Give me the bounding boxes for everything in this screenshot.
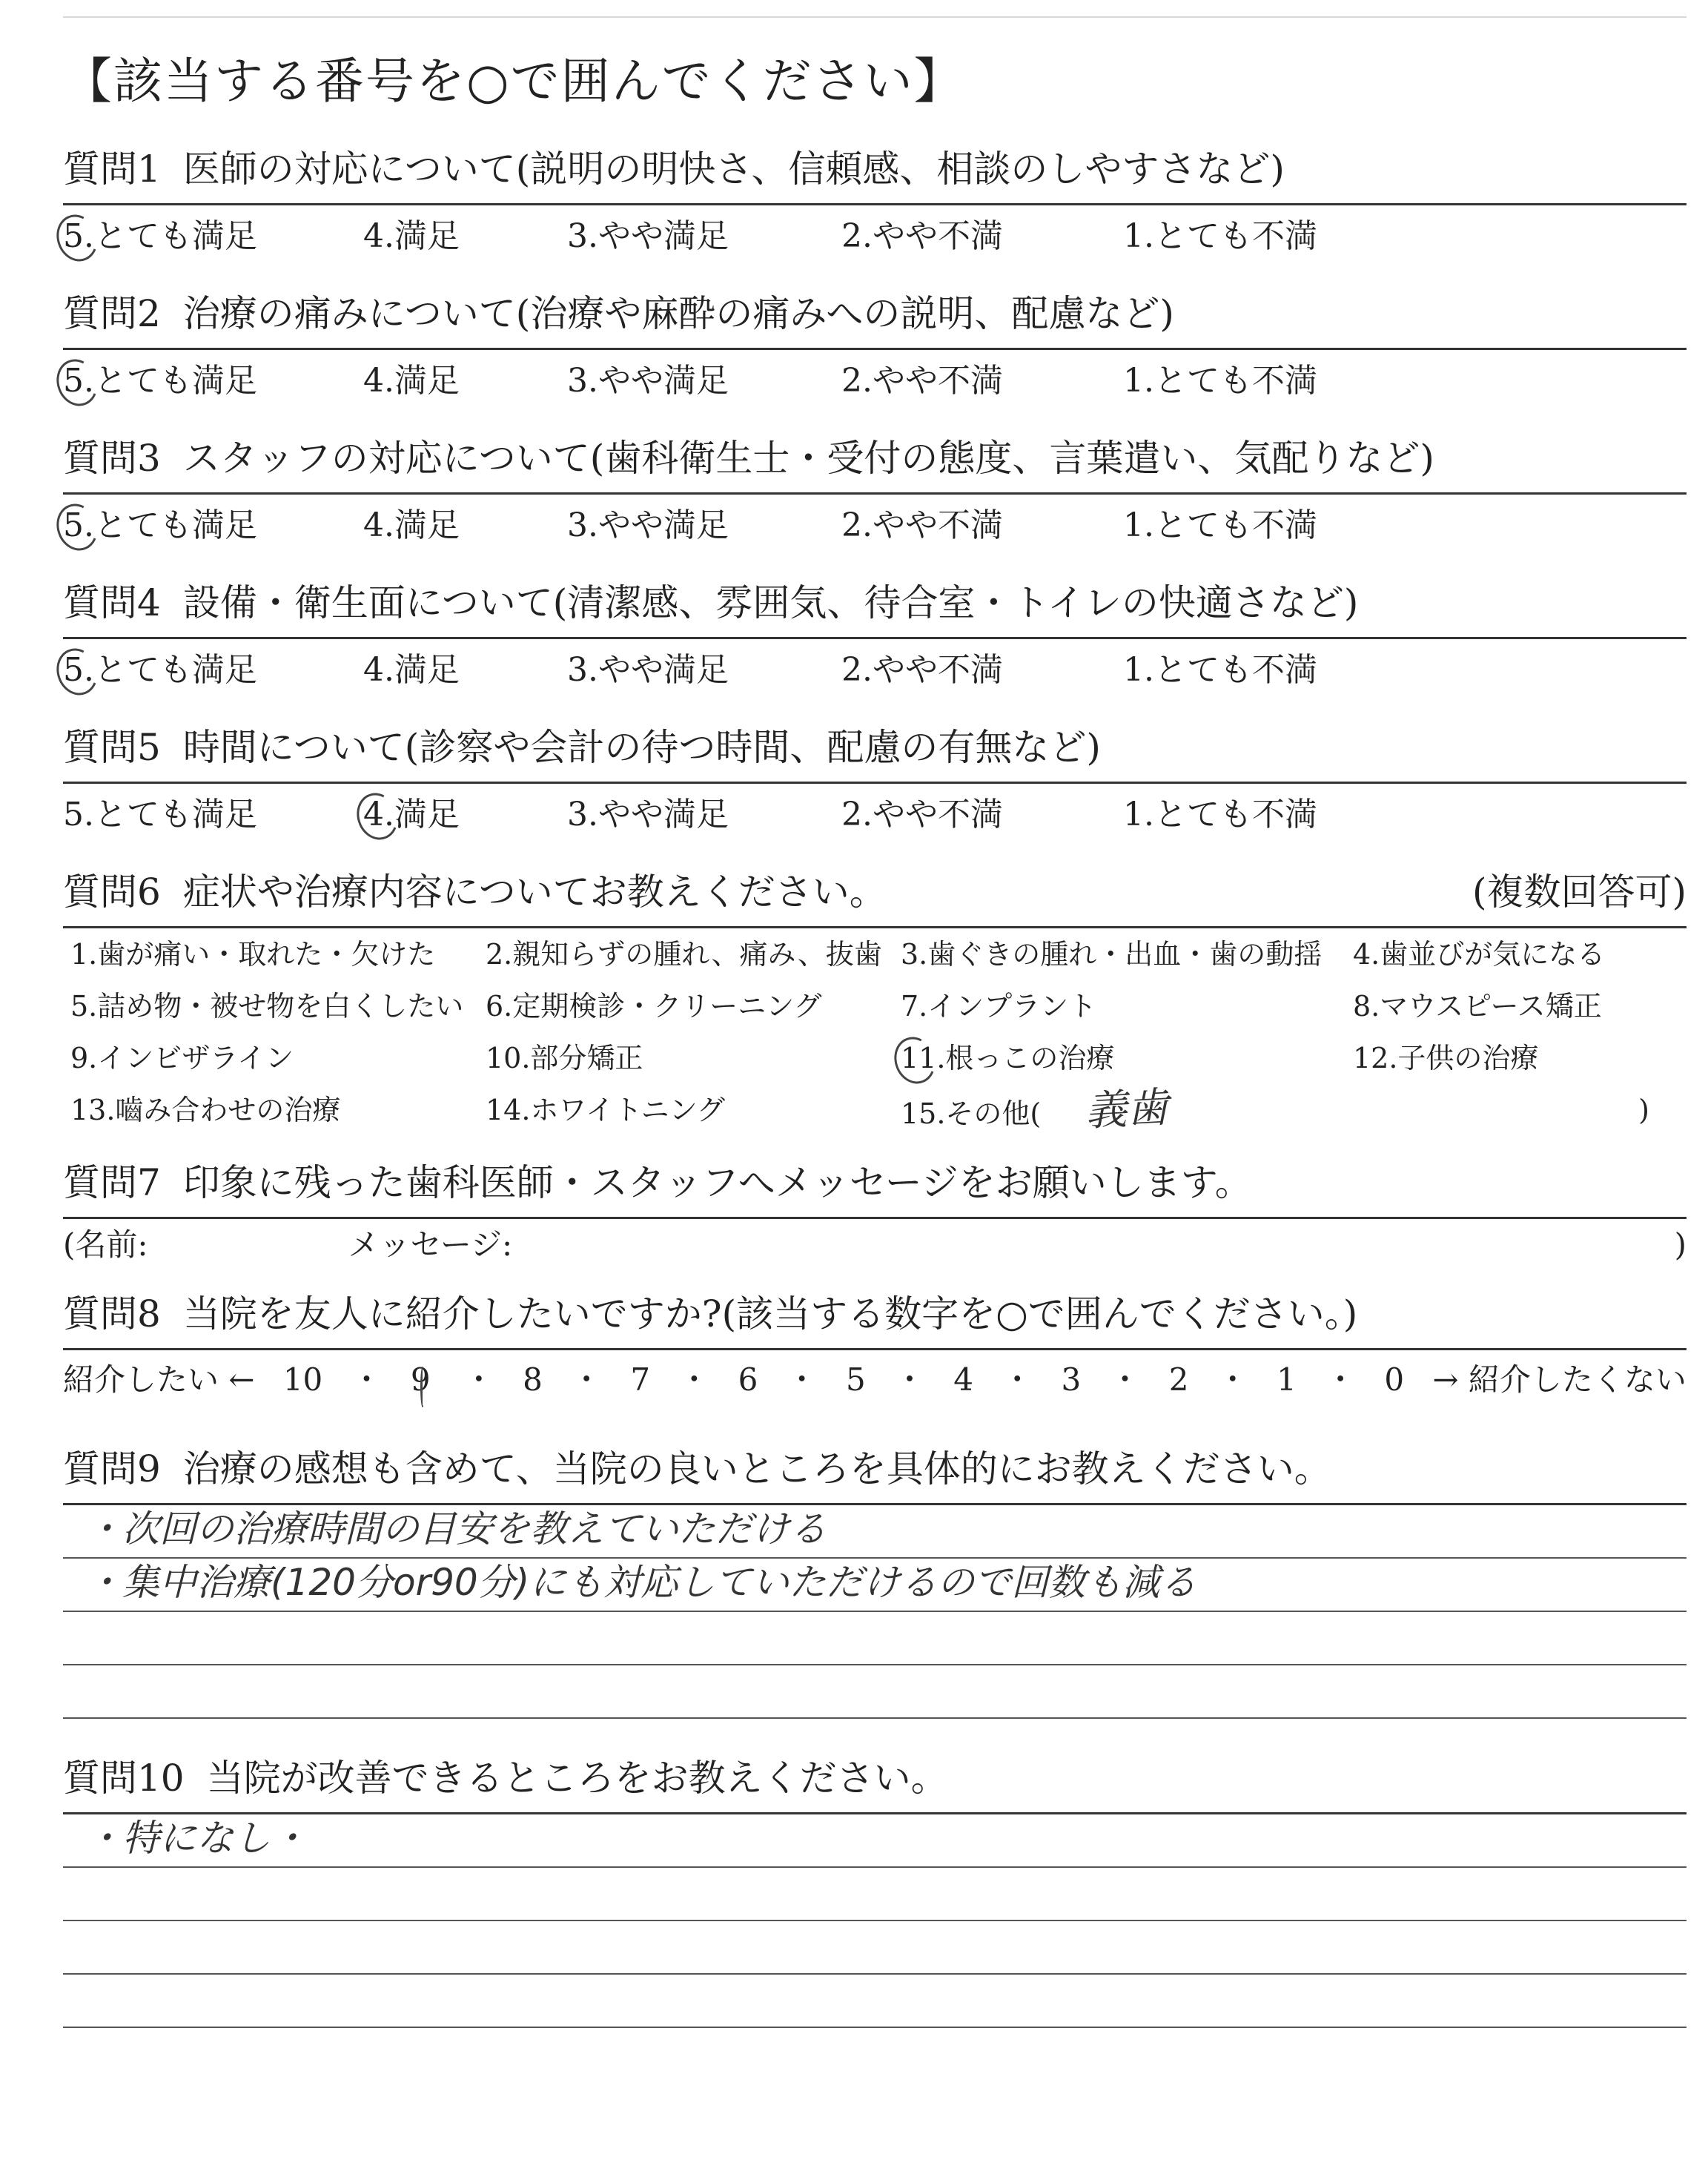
scale-dot: ・ xyxy=(1109,1361,1141,1398)
scale-value[interactable] xyxy=(1384,1350,1404,1410)
scale-value-label: 4 xyxy=(953,1361,973,1398)
scale-value[interactable] xyxy=(846,1350,866,1410)
scale-dot: ・ xyxy=(1325,1361,1357,1398)
symptom-option[interactable] xyxy=(1353,928,1649,980)
scale-right-label: → 紹介したくない xyxy=(1432,1361,1687,1398)
rating-option[interactable] xyxy=(1123,495,1390,560)
message-label: メッセージ: xyxy=(348,1226,513,1263)
close-paren: ) xyxy=(1638,1094,1649,1126)
scale-dot: ・ xyxy=(463,1361,494,1398)
question-title: 当院が改善できるところをお教えください。 xyxy=(206,1757,948,1800)
symptom-option-label: 7.インプラント xyxy=(901,990,1097,1023)
scale-value[interactable] xyxy=(953,1350,973,1410)
rating-option-label: 2.やや不満 xyxy=(841,651,1003,689)
rating-options xyxy=(63,784,1687,849)
rating-option-label: 5.とても満足 xyxy=(63,362,257,400)
scale-value[interactable] xyxy=(523,1350,543,1410)
rating-option-label: 2.やや不満 xyxy=(841,217,1003,255)
form-header: 【該当する番号を○で囲んでください】 xyxy=(63,53,964,110)
question-header xyxy=(63,284,1687,350)
symptom-option[interactable] xyxy=(70,1032,486,1084)
rating-option-label: 1.とても不満 xyxy=(1123,651,1317,689)
rating-option-label: 1.とても不満 xyxy=(1123,796,1317,833)
question-title: スタッフの対応について(歯科衛生士・受付の態度、言葉遣い、気配りなど) xyxy=(182,437,1434,480)
scale-value-label: 3 xyxy=(1061,1361,1082,1398)
question-number: 質問7 xyxy=(63,1161,161,1204)
symptom-option-label: 4.歯並びが気になる xyxy=(1353,938,1606,971)
answer-lines xyxy=(63,1505,1687,1719)
scale-value[interactable] xyxy=(283,1350,322,1410)
question-title: 医師の対応について(説明の明快さ、信頼感、相談のしやすさなど) xyxy=(182,148,1285,191)
scale-dot: ・ xyxy=(893,1361,925,1398)
question-5 xyxy=(63,718,1687,849)
question-title: 時間について(診察や会計の待つ時間、配慮の有無など) xyxy=(182,726,1101,769)
symptom-option[interactable] xyxy=(486,928,901,980)
question-title: 治療の感想も含めて、当院の良いところを具体的にお教えください。 xyxy=(182,1447,1331,1490)
rating-options xyxy=(63,350,1687,415)
rating-option-label: 4.満足 xyxy=(363,362,460,400)
scale-dot: ・ xyxy=(786,1361,818,1398)
rating-option[interactable] xyxy=(63,205,363,271)
rating-options xyxy=(63,639,1687,704)
rating-option[interactable] xyxy=(363,350,567,415)
rating-option[interactable] xyxy=(567,784,841,849)
answer-line[interactable] xyxy=(63,1665,1687,1719)
question-3 xyxy=(63,429,1687,560)
symptom-option xyxy=(1353,1084,1649,1140)
rating-option-label: 4.満足 xyxy=(363,506,460,544)
rating-option[interactable] xyxy=(63,495,363,560)
rating-option[interactable] xyxy=(841,784,1123,849)
scale-dot: ・ xyxy=(351,1361,383,1398)
scale-dot: ・ xyxy=(571,1361,603,1398)
scale-value-label: 7 xyxy=(630,1361,651,1398)
question-header xyxy=(63,429,1687,495)
rating-option[interactable] xyxy=(841,639,1123,704)
other-answer: 義歯 xyxy=(1084,1083,1170,1136)
question-number: 質問3 xyxy=(63,437,161,480)
rating-option[interactable] xyxy=(567,350,841,415)
symptom-option-label: 14.ホワイトニング xyxy=(486,1094,726,1126)
question-title: 当院を友人に紹介したいですか?(該当する数字を○で囲んでください。) xyxy=(182,1292,1358,1335)
scale-value-label: 0 xyxy=(1384,1361,1405,1398)
scale-value-label: 5 xyxy=(845,1361,866,1398)
answer-line[interactable] xyxy=(63,1868,1687,1921)
rating-option[interactable] xyxy=(1123,639,1390,704)
scale-value-label: 9 xyxy=(410,1361,431,1398)
question-9-header xyxy=(63,1439,1687,1505)
scale-value-label: 6 xyxy=(738,1361,758,1398)
symptom-option-label: 12.子供の治療 xyxy=(1353,1042,1539,1074)
question-title: 治療の痛みについて(治療や麻酔の痛みへの説明、配慮など) xyxy=(182,292,1174,335)
recommend-scale xyxy=(63,1350,1687,1410)
question-6 xyxy=(63,862,1687,1140)
scale-left-label: 紹介したい ← xyxy=(63,1361,255,1398)
question-8-header xyxy=(63,1284,1687,1350)
rating-option-label: 3.やや満足 xyxy=(567,796,729,833)
question-4 xyxy=(63,573,1687,704)
symptom-option[interactable] xyxy=(1353,1032,1649,1084)
scale-value-label: 2 xyxy=(1168,1361,1189,1398)
question-number: 質問5 xyxy=(63,726,161,769)
rating-option[interactable] xyxy=(1123,205,1390,271)
symptom-option[interactable] xyxy=(486,1084,901,1140)
symptom-option[interactable] xyxy=(901,980,1353,1032)
handwritten-answer: ・集中治療(120分or90分)にも対応していただけるので回数も減る xyxy=(85,1561,1197,1604)
question-number: 質問2 xyxy=(63,292,161,335)
rating-questions xyxy=(63,139,1687,849)
rating-option[interactable] xyxy=(363,495,567,560)
rating-option-label: 5.とても満足 xyxy=(63,651,257,689)
question-9 xyxy=(63,1439,1687,1719)
scale-value-label: 10 xyxy=(282,1361,323,1398)
symptom-option-label: 5.詰め物・被せ物を白くしたい xyxy=(70,990,464,1023)
answer-line[interactable] xyxy=(63,1814,1687,1868)
question-number: 質問10 xyxy=(63,1757,185,1800)
symptom-option-label: 6.定期検診・クリーニング xyxy=(486,990,822,1023)
multiple-answer-note: (複数回答可) xyxy=(1472,871,1687,914)
rating-option-label: 3.やや満足 xyxy=(567,362,729,400)
rating-option-label: 2.やや不満 xyxy=(841,506,1003,544)
symptom-option[interactable] xyxy=(486,980,901,1032)
question-number: 質問6 xyxy=(63,871,161,914)
question-number: 質問8 xyxy=(63,1292,161,1335)
scale-value-label: 8 xyxy=(523,1361,543,1398)
rating-option-label: 3.やや満足 xyxy=(567,651,729,689)
rating-option-label: 3.やや満足 xyxy=(567,217,729,255)
symptom-option[interactable] xyxy=(1353,980,1649,1032)
rating-option-label: 5.とても満足 xyxy=(63,217,257,255)
question-6-header xyxy=(63,862,1687,928)
answer-line[interactable] xyxy=(63,1921,1687,1975)
question-number: 質問4 xyxy=(63,581,161,624)
question-header xyxy=(63,573,1687,639)
scale-dot: ・ xyxy=(1217,1361,1248,1398)
close-paren: ) xyxy=(1674,1226,1687,1263)
symptom-option-label: 15.その他( xyxy=(901,1097,1042,1130)
question-header xyxy=(63,718,1687,784)
scale-value-label: 1 xyxy=(1277,1361,1297,1398)
scale-value[interactable] xyxy=(630,1350,650,1410)
question-header xyxy=(63,139,1687,205)
message-line xyxy=(63,1219,1687,1271)
rating-option[interactable] xyxy=(1123,784,1390,849)
symptom-option-label: 8.マウスピース矯正 xyxy=(1353,990,1602,1023)
scale-value[interactable] xyxy=(411,1350,435,1410)
rating-option[interactable] xyxy=(363,784,567,849)
name-label: (名前: xyxy=(63,1226,148,1263)
handwritten-answer: ・次回の治療時間の目安を教えていただける xyxy=(85,1507,827,1550)
symptom-option[interactable] xyxy=(901,1084,1353,1140)
rating-option[interactable] xyxy=(363,205,567,271)
symptom-option[interactable] xyxy=(901,928,1353,980)
rating-option-label: 3.やや満足 xyxy=(567,506,729,544)
rating-option[interactable] xyxy=(63,639,363,704)
question-number: 質問1 xyxy=(63,148,161,191)
symptom-option[interactable] xyxy=(486,1032,901,1084)
rating-option-label: 2.やや不満 xyxy=(841,796,1003,833)
rating-option[interactable] xyxy=(63,350,363,415)
scale-dot: ・ xyxy=(1002,1361,1033,1398)
question-10-header xyxy=(63,1748,1687,1814)
answer-line[interactable] xyxy=(63,1975,1687,2028)
symptom-option-label: 3.歯ぐきの腫れ・出血・歯の動揺 xyxy=(901,938,1323,971)
symptom-option-label: 2.親知らずの腫れ、痛み、抜歯 xyxy=(486,938,882,971)
symptom-option-label: 10.部分矯正 xyxy=(486,1042,643,1074)
symptom-option-label: 13.嚙み合わせの治療 xyxy=(70,1094,341,1126)
rating-option-label: 5.とても満足 xyxy=(63,506,257,544)
question-7-header xyxy=(63,1153,1687,1219)
question-10 xyxy=(63,1748,1687,2028)
rating-option-label: 5.とても満足 xyxy=(63,796,257,833)
symptom-options xyxy=(63,928,1687,1140)
handwritten-answer: ・特になし・ xyxy=(85,1817,308,1860)
scale-value[interactable] xyxy=(1062,1350,1082,1410)
scale-dot: ・ xyxy=(678,1361,710,1398)
rating-option-label: 2.やや不満 xyxy=(841,362,1003,400)
rating-option[interactable] xyxy=(363,639,567,704)
rating-option[interactable] xyxy=(1123,350,1390,415)
rating-option[interactable] xyxy=(567,205,841,271)
rating-option[interactable] xyxy=(567,639,841,704)
rating-option-label: 4.満足 xyxy=(363,796,460,833)
answer-line[interactable] xyxy=(63,1559,1687,1612)
rating-options xyxy=(63,495,1687,560)
question-2 xyxy=(63,284,1687,415)
rating-option-label: 1.とても不満 xyxy=(1123,217,1317,255)
scale-value[interactable] xyxy=(1277,1350,1297,1410)
rating-option[interactable] xyxy=(841,205,1123,271)
symptom-option[interactable] xyxy=(901,1032,1353,1084)
rating-options xyxy=(63,205,1687,271)
rating-option[interactable] xyxy=(841,350,1123,415)
answer-line[interactable] xyxy=(63,1505,1687,1559)
question-1 xyxy=(63,139,1687,271)
question-8 xyxy=(63,1284,1687,1410)
scale-value[interactable] xyxy=(738,1350,758,1410)
answer-line[interactable] xyxy=(63,1612,1687,1665)
rating-option-label: 1.とても不満 xyxy=(1123,362,1317,400)
question-title: 症状や治療内容についてお教えください。 xyxy=(182,871,887,914)
top-rule xyxy=(63,16,1687,18)
symptom-option[interactable] xyxy=(70,980,486,1032)
symptom-option-label: 11.根っこの治療 xyxy=(901,1042,1115,1074)
question-title: 設備・衛生面について(清潔感、雰囲気、待合室・トイレの快適さなど) xyxy=(182,581,1359,624)
rating-option-label: 1.とても不満 xyxy=(1123,506,1317,544)
symptom-option-label: 1.歯が痛い・取れた・欠けた xyxy=(70,938,436,971)
rating-option[interactable] xyxy=(841,495,1123,560)
question-7 xyxy=(63,1153,1687,1271)
rating-option[interactable] xyxy=(63,784,363,849)
rating-option-label: 4.満足 xyxy=(363,651,460,689)
question-title: 印象に残った歯科医師・スタッフへメッセージをお願いします。 xyxy=(182,1161,1252,1204)
answer-lines xyxy=(63,1814,1687,2028)
scale-value[interactable] xyxy=(1169,1350,1189,1410)
question-number: 質問9 xyxy=(63,1447,161,1490)
symptom-option[interactable] xyxy=(70,1084,486,1140)
symptom-option-label: 9.インビザライン xyxy=(70,1042,294,1074)
rating-option-label: 4.満足 xyxy=(363,217,460,255)
selected-circle-mark xyxy=(420,1367,425,1407)
symptom-option[interactable] xyxy=(70,928,486,980)
survey-form xyxy=(63,44,1687,2041)
rating-option[interactable] xyxy=(567,495,841,560)
